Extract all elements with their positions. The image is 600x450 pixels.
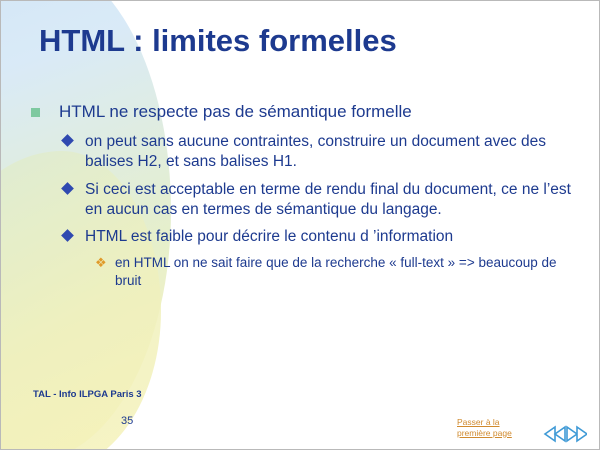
bullet-item-level2: [23, 180, 583, 220]
bullet-text: on peut sans aucune contraintes, construire un document avec des balises H2, et sans balises H1.: [85, 133, 546, 171]
bullet-item-level2: [23, 132, 583, 172]
diamond-bullet-icon: [61, 134, 74, 147]
diamond-bullet-icon: [61, 182, 74, 195]
page-number: 35: [121, 415, 134, 427]
diamond-bullet-icon: [61, 229, 74, 242]
fleur-bullet-icon: ❖: [95, 254, 107, 270]
bullet-text: HTML ne respecte pas de sémantique formelle: [59, 102, 412, 121]
footer-course-label: TAL - Info ILPGA Paris 3: [33, 389, 142, 400]
slide-title: HTML : limites formelles: [39, 23, 397, 58]
navigation-arrows[interactable]: [543, 425, 587, 443]
bullet-item-level3: [23, 254, 583, 290]
first-page-link[interactable]: Passer à la première page: [457, 417, 512, 438]
bullet-text: Si ceci est acceptable en terme de rendu final du document, ce ne l’est en aucun cas en termes de sémantique du langage.: [85, 180, 571, 218]
bullet-text: en HTML on ne sait faire que de la recherche « full-text » => beaucoup de bruit: [115, 254, 557, 288]
slide-body: [23, 101, 583, 296]
bullet-text: HTML est faible pour décrire le contenu d ’information: [85, 227, 454, 245]
bullet-item-level1: [23, 101, 583, 122]
square-bullet-icon: [31, 108, 40, 117]
bullet-item-level2: [23, 227, 583, 247]
